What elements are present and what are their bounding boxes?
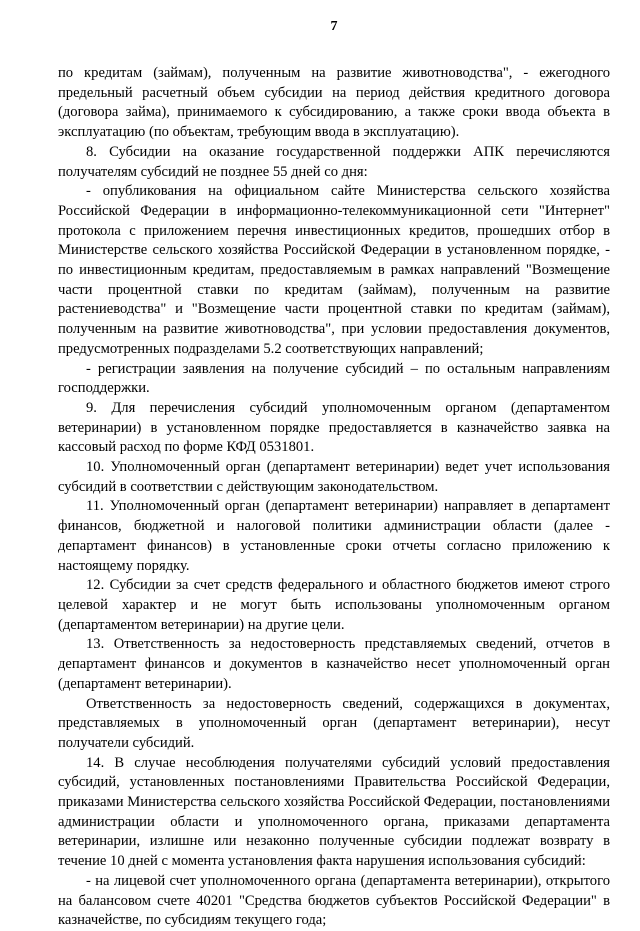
paragraph-8-item-publication: - опубликования на официальном сайте Министерства сельского хозяйства Российской Федерации в информационно-телекоммуникационной сети "Интернет" протокола с приложением перечня инвестиционных кредитов, прошедших отбор в Министерстве сельского хозяйства Российской Федерации в установленном порядке, - по инвестиционным кредитам, предоставляемым в рамках направлений "Возмещение части процентной ставки по кредитам (займам), полученным на развитие растениеводства" и "Возмещение части процентной ставки по кредитам (займам), полученным на развитие животноводства", при условии предоставления документов, предусмотренных подразделами 5.2 соответствующих направлений; — [58, 183, 610, 357]
paragraph-continuation: по кредитам (займам), полученным на развитие животноводства", - ежегодного предельный расчетный объем субсидии на период действия кредитного договора (договора займа), принимаемого к субсидированию, а также сроки ввода объекта в эксплуатацию (по объектам, требующим ввода в эксплуатацию). — [58, 65, 610, 141]
paragraph-12: 12. Субсидии за счет средств федерального и областного бюджетов имеют строго целевой характер и не могут быть использованы уполномоченным органом (департаментом ветеринарии) на другие цели. — [58, 577, 610, 633]
paragraph-14: 14. В случае несоблюдения получателями субсидий условий предоставления субсидий, установленных постановлениями Правительства Российской Федерации, приказами Министерства сельского хозяйства Российской Федерации, постановлениями администрации области и уполномоченного органа, приказами департамента ветеринарии, излишне или незаконно полученные субсидии подлежат возврату в течение 10 дней с момента установления факта нарушения использования субсидий: — [58, 754, 610, 870]
document-body — [58, 64, 610, 931]
paragraph-11: 11. Уполномоченный орган (департамент ветеринарии) направляет в департамент финансов, бюджетной и налоговой политики администрации области (далее - департамент финансов) в установленные сроки отчеты согласно приложению к настоящему порядку. — [58, 498, 610, 574]
page-number: 7 — [330, 19, 338, 34]
paragraph-8-item-registration: - регистрации заявления на получение субсидий – по остальным направлениям господдержки. — [58, 360, 610, 397]
paragraph-13: 13. Ответственность за недостоверность представляемых сведений, отчетов в департамент финансов и документов в казначейство несет уполномоченный орган (департамент ветеринарии). — [58, 636, 610, 692]
paragraph-13-responsibility: Ответственность за недостоверность сведений, содержащихся в документах, представляемых в уполномоченный орган (департамент ветеринарии), несут получатели субсидий. — [58, 695, 610, 751]
paragraph-10: 10. Уполномоченный орган (департамент ветеринарии) ведет учет использования субсидий в соответствии с действующим законодательством. — [58, 459, 610, 495]
paragraph-8: 8. Субсидии на оказание государственной поддержки АПК перечисляются получателям субсидий не позднее 55 дней со дня: — [58, 143, 610, 180]
paragraph-9: 9. Для перечисления субсидий уполномоченным органом (департаментом ветеринарии) в установленном порядке предоставляется в казначейство заявка на кассовый расход по форме КФД 0531801. — [58, 399, 610, 456]
paragraph-14-item-account: - на лицевой счет уполномоченного органа (департамента ветеринарии), открытого на балансовом счете 40201 "Средства бюджетов субъектов Российской Федерации" в казначействе, по субсидиям текущего года; — [58, 872, 610, 929]
